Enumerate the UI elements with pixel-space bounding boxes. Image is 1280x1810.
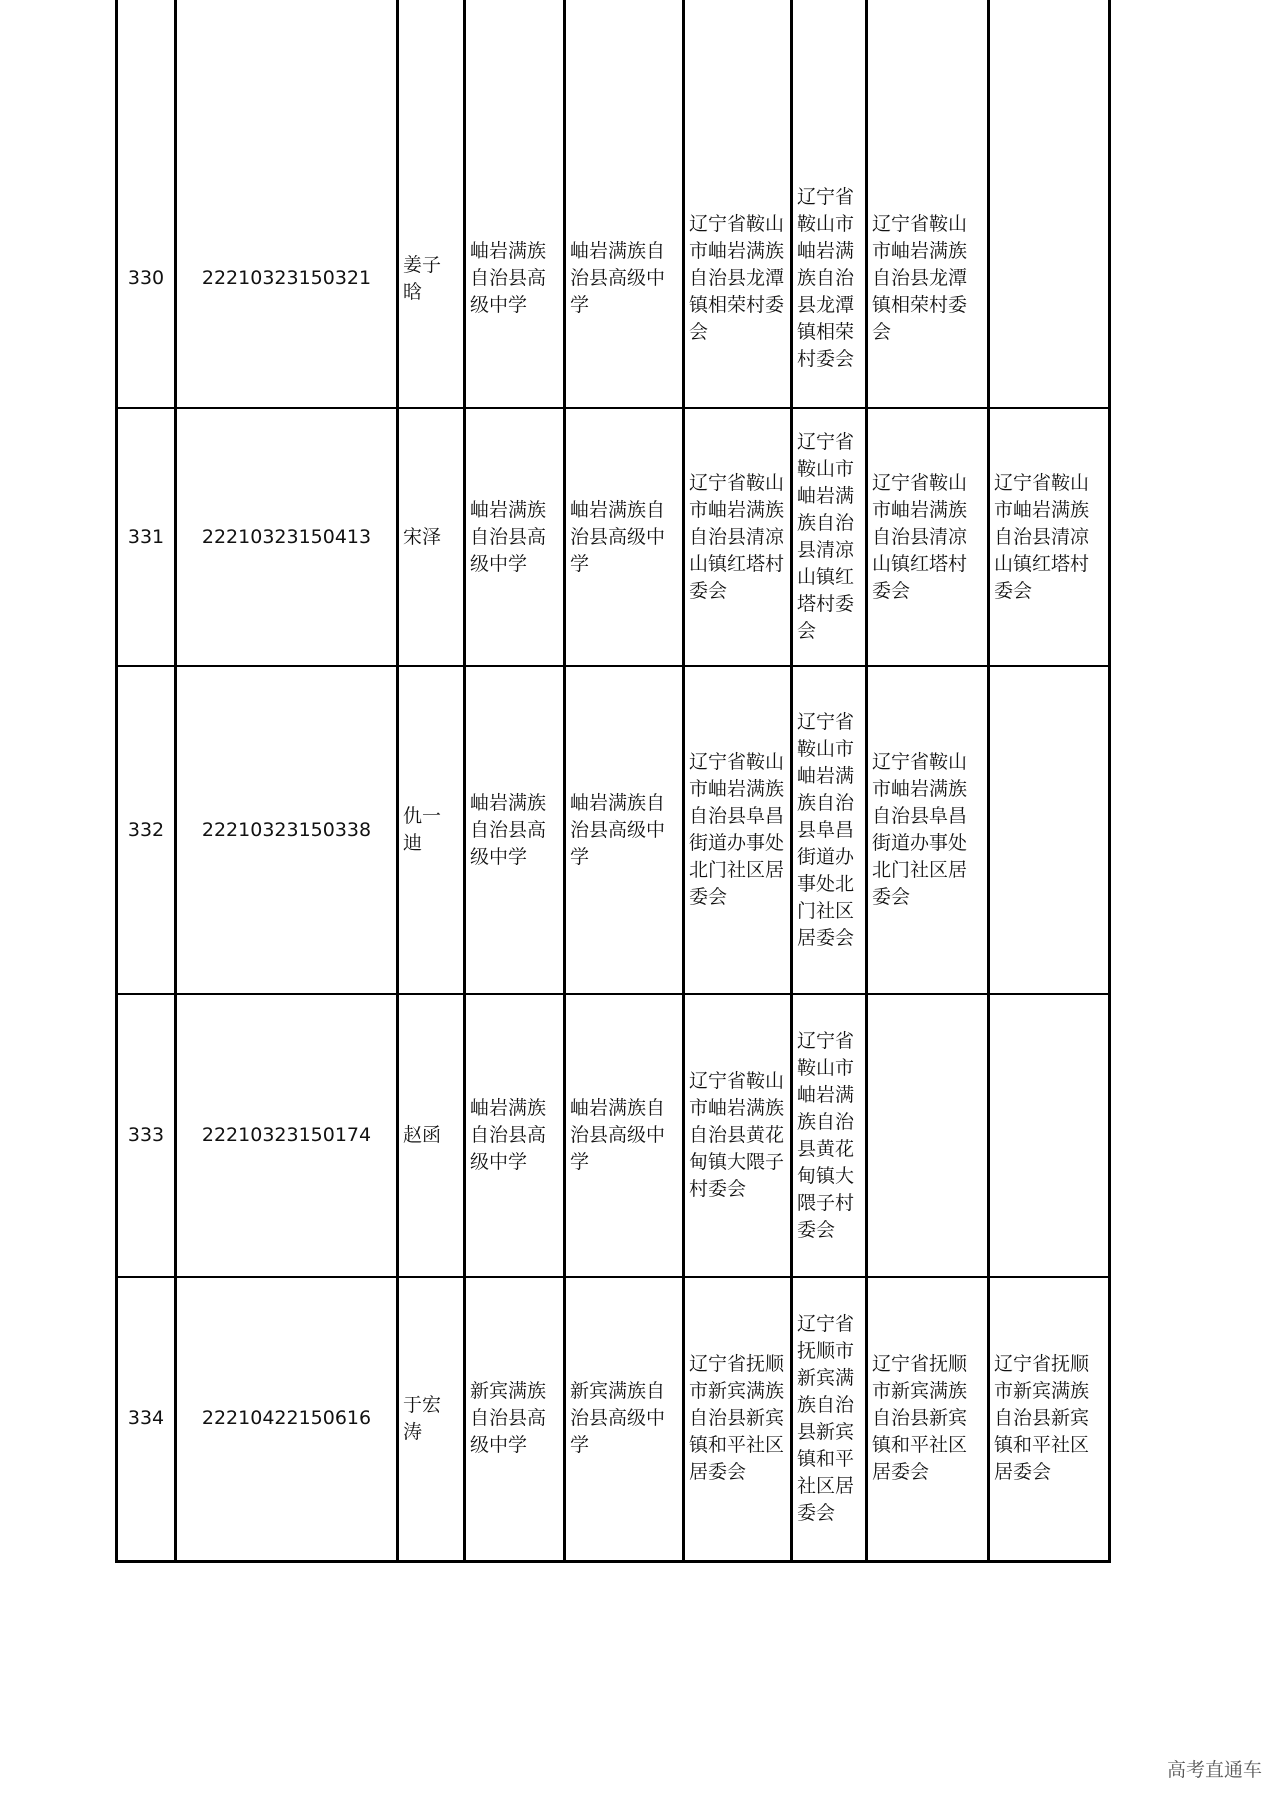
exam-id: 22210323150413	[176, 408, 398, 666]
school-name: 岫岩满族自治县高级中学	[465, 150, 565, 408]
school-name-2: 岫岩满族自治县高级中学	[565, 150, 684, 408]
address-1: 辽宁省抚顺市新宾满族自治县新宾镇和平社区居委会	[684, 1277, 792, 1561]
address-4	[989, 666, 1110, 994]
student-name: 宋泽	[398, 408, 465, 666]
exam-id: 22210323150338	[176, 666, 398, 994]
school-name: 岫岩满族自治县高级中学	[465, 408, 565, 666]
school-name-2: 岫岩满族自治县高级中学	[565, 408, 684, 666]
table-top-gap	[117, 0, 1110, 150]
row-number: 333	[117, 994, 176, 1277]
student-name: 姜子晗	[398, 150, 465, 408]
address-4: 辽宁省鞍山市岫岩满族自治县清凉山镇红塔村委会	[989, 408, 1110, 666]
exam-id: 22210422150616	[176, 1277, 398, 1561]
exam-id: 22210323150174	[176, 994, 398, 1277]
address-3	[867, 994, 989, 1277]
student-name: 仇一迪	[398, 666, 465, 994]
row-number: 331	[117, 408, 176, 666]
table-row	[117, 408, 1110, 666]
address-3: 辽宁省鞍山市岫岩满族自治县阜昌街道办事处北门社区居委会	[867, 666, 989, 994]
row-number: 334	[117, 1277, 176, 1561]
address-1: 辽宁省鞍山市岫岩满族自治县黄花甸镇大隈子村委会	[684, 994, 792, 1277]
address-3: 辽宁省抚顺市新宾满族自治县新宾镇和平社区居委会	[867, 1277, 989, 1561]
school-name: 新宾满族自治县高级中学	[465, 1277, 565, 1561]
address-2: 辽宁省鞍山市岫岩满族自治县清凉山镇红塔村委会	[792, 408, 867, 666]
address-3: 辽宁省鞍山市岫岩满族自治县龙潭镇相荣村委会	[867, 150, 989, 408]
table-row	[117, 1277, 1110, 1561]
address-3: 辽宁省鞍山市岫岩满族自治县清凉山镇红塔村委会	[867, 408, 989, 666]
table-body	[117, 0, 1110, 1561]
address-1: 辽宁省鞍山市岫岩满族自治县龙潭镇相荣村委会	[684, 150, 792, 408]
data-table-container	[115, 0, 1108, 1564]
school-name-2: 岫岩满族自治县高级中学	[565, 994, 684, 1277]
address-1: 辽宁省鞍山市岫岩满族自治县阜昌街道办事处北门社区居委会	[684, 666, 792, 994]
address-2: 辽宁省抚顺市新宾满族自治县新宾镇和平社区居委会	[792, 1277, 867, 1561]
address-2: 辽宁省鞍山市岫岩满族自治县黄花甸镇大隈子村委会	[792, 994, 867, 1277]
table-row	[117, 994, 1110, 1277]
address-1: 辽宁省鞍山市岫岩满族自治县清凉山镇红塔村委会	[684, 408, 792, 666]
row-number: 330	[117, 150, 176, 408]
student-name: 赵函	[398, 994, 465, 1277]
data-table	[115, 0, 1111, 1563]
address-4: 辽宁省抚顺市新宾满族自治县新宾镇和平社区居委会	[989, 1277, 1110, 1561]
address-2: 辽宁省鞍山市岫岩满族自治县阜昌街道办事处北门社区居委会	[792, 666, 867, 994]
watermark-text: 高考直通车	[1166, 1759, 1262, 1781]
table-row	[117, 666, 1110, 994]
address-4	[989, 994, 1110, 1277]
school-name-2: 新宾满族自治县高级中学	[565, 1277, 684, 1561]
address-2: 辽宁省鞍山市岫岩满族自治县龙潭镇相荣村委会	[792, 150, 867, 408]
table-row	[117, 150, 1110, 408]
school-name: 岫岩满族自治县高级中学	[465, 666, 565, 994]
row-number: 332	[117, 666, 176, 994]
exam-id: 22210323150321	[176, 150, 398, 408]
school-name: 岫岩满族自治县高级中学	[465, 994, 565, 1277]
student-name: 于宏涛	[398, 1277, 465, 1561]
address-4	[989, 150, 1110, 408]
school-name-2: 岫岩满族自治县高级中学	[565, 666, 684, 994]
